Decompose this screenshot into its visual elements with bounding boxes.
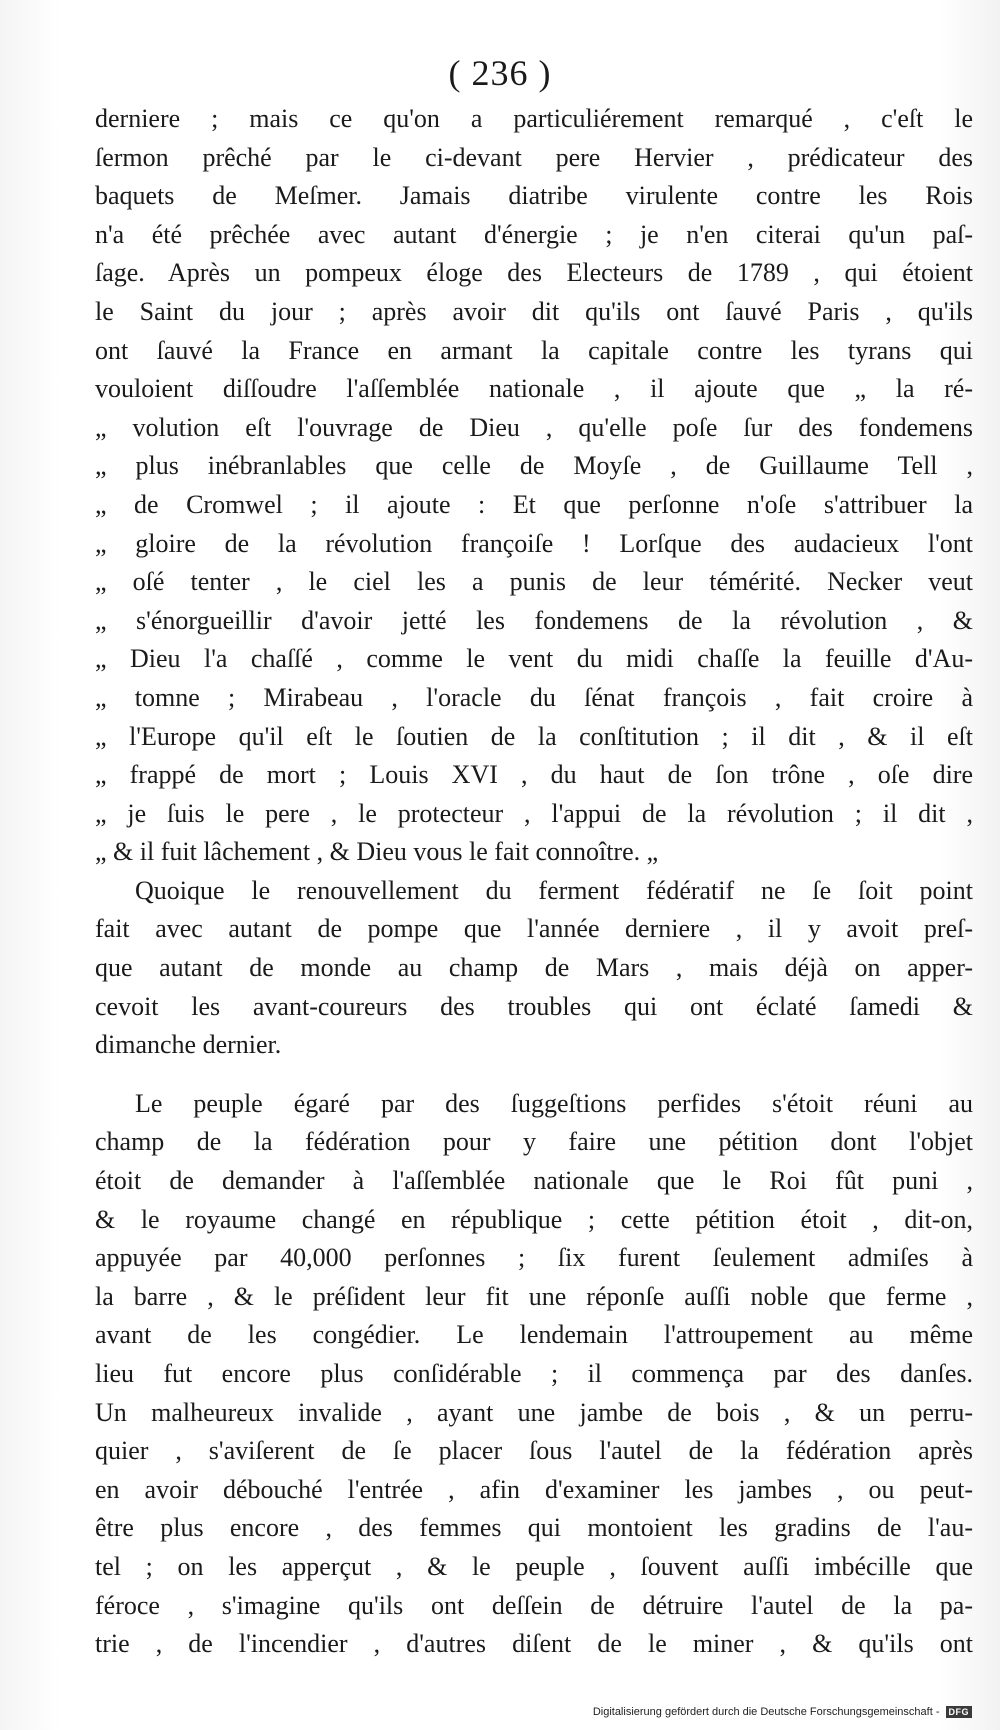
text-line: Un malheureux invalide , ayant une jambe de bois , & un perru- [95,1397,973,1427]
text-line: baquets de Meſmer. Jamais diatribe virulente contre les Rois [95,181,973,211]
text-line: fait avec autant de pompe que l'année derniere , il y avoit preſ- [95,914,973,944]
body-text [95,100,973,1664]
text-line: Quoique le renouvellement du ferment fédératif ne ſe ſoit point [135,875,973,905]
text-line: dimanche dernier. [95,1030,282,1060]
text-line: en avoir débouché l'entrée , afin d'examiner les jambes , ou peut- [95,1474,973,1504]
text-line: „ s'énorgueillir d'avoir jetté les fondemens de la révolution , & [95,605,973,635]
text-line: trie , de l'incendier , d'autres diſent de le miner , & qu'ils ont [95,1629,973,1659]
text-line: ont ſauvé la France en armant la capitale contre les tyrans qui [95,335,973,365]
text-line: que autant de monde au champ de Mars , mais déjà on apper- [95,953,973,983]
text-line: derniere ; mais ce qu'on a particuliérement remarqué , c'eſt le [95,104,973,133]
text-line: vouloient diſſoudre l'aſſemblée nationale , il ajoute que „ la ré- [95,374,973,404]
text-line: tel ; on les apperçut , & le peuple , ſouvent auſſi imbécille que [95,1551,973,1581]
text-line: n'a été prêchée avec autant d'énergie ; je n'en citerai qu'un paſ- [95,219,973,249]
text-line: ſermon prêché par le ci-devant pere Hervier , prédicateur des [95,142,973,172]
text-line: être plus encore , des femmes qui montoient les gradins de l'au- [95,1513,973,1543]
text-line: „ gloire de la révolution françoiſe ! Lorſque des audacieux l'ont [95,528,973,558]
text-line: „ frappé de mort ; Louis XVI , du haut de ſon trône , oſe dire [95,760,973,790]
text-line: „ volution eſt l'ouvrage de Dieu , qu'elle poſe ſur des fondemens [95,412,973,442]
text-line: „ l'Europe qu'il eſt le ſoutien de la conſtitution ; il dit , & il eſt [95,721,973,751]
text-line: le Saint du jour ; après avoir dit qu'ils ont ſauvé Paris , qu'ils [95,296,973,326]
text-line: féroce , s'imagine qu'ils ont deſſein de détruire l'autel de la pa- [95,1590,973,1620]
paragraph-gap [95,1065,973,1085]
text-line: „ je ſuis le pere , le protecteur , l'appui de la révolution ; il dit , [95,798,973,828]
text-line: la barre , & le préſident leur fit une réponſe auſſi noble que ferme , [95,1281,973,1311]
text-line: Le peuple égaré par des ſuggeſtions perfides s'étoit réuni au [135,1088,973,1118]
text-line: étoit de demander à l'aſſemblée nationale que le Roi fût puni , [95,1166,973,1196]
text-line: champ de la fédération pour y faire une pétition dont l'objet [95,1127,973,1157]
text-line: „ Dieu l'a chaſſé , comme le vent du midi chaſſe la feuille d'Au- [95,644,973,674]
credit-text: Digitalisierung gefördert durch die Deutsche Forschungsgemeinschaft - [592,1706,940,1718]
text-line: & le royaume changé en république ; cette pétition étoit , dit-on, [95,1204,973,1234]
text-line: „ de Cromwel ; il ajoute : Et que perſonne n'oſe s'attribuer la [95,489,973,519]
text-line: „ & il fuit lâchement , & Dieu vous le fait connoître. „ [95,837,659,867]
text-line: cevoit les avant-coureurs des troubles qui ont éclaté ſamedi & [95,991,973,1021]
text-line: appuyée par 40,000 perſonnes ; ſix furent ſeulement admiſes à [95,1243,973,1273]
digitization-credit [593,1706,972,1718]
text-line: ſage. Après un pompeux éloge des Electeurs de 1789 , qui étoient [95,258,973,288]
text-line: lieu fut encore plus conſidérable ; il commença par des danſes. [95,1359,973,1388]
dfg-logo-icon: DFG [946,1706,973,1718]
text-line: avant de les congédier. Le lendemain l'attroupement au même [95,1320,973,1350]
text-line: „ tomne ; Mirabeau , l'oracle du ſénat françois , fait croire à [95,682,973,712]
text-line: „ oſé tenter , le ciel les a punis de leur témérité. Necker veut [95,567,973,597]
page-number: ( 236 ) [448,53,552,93]
text-line: „ plus inébranlables que celle de Moyſe , de Guillaume Tell , [95,451,973,481]
text-line: quier , s'aviſerent de ſe placer ſous l'autel de la fédération après [95,1436,973,1466]
